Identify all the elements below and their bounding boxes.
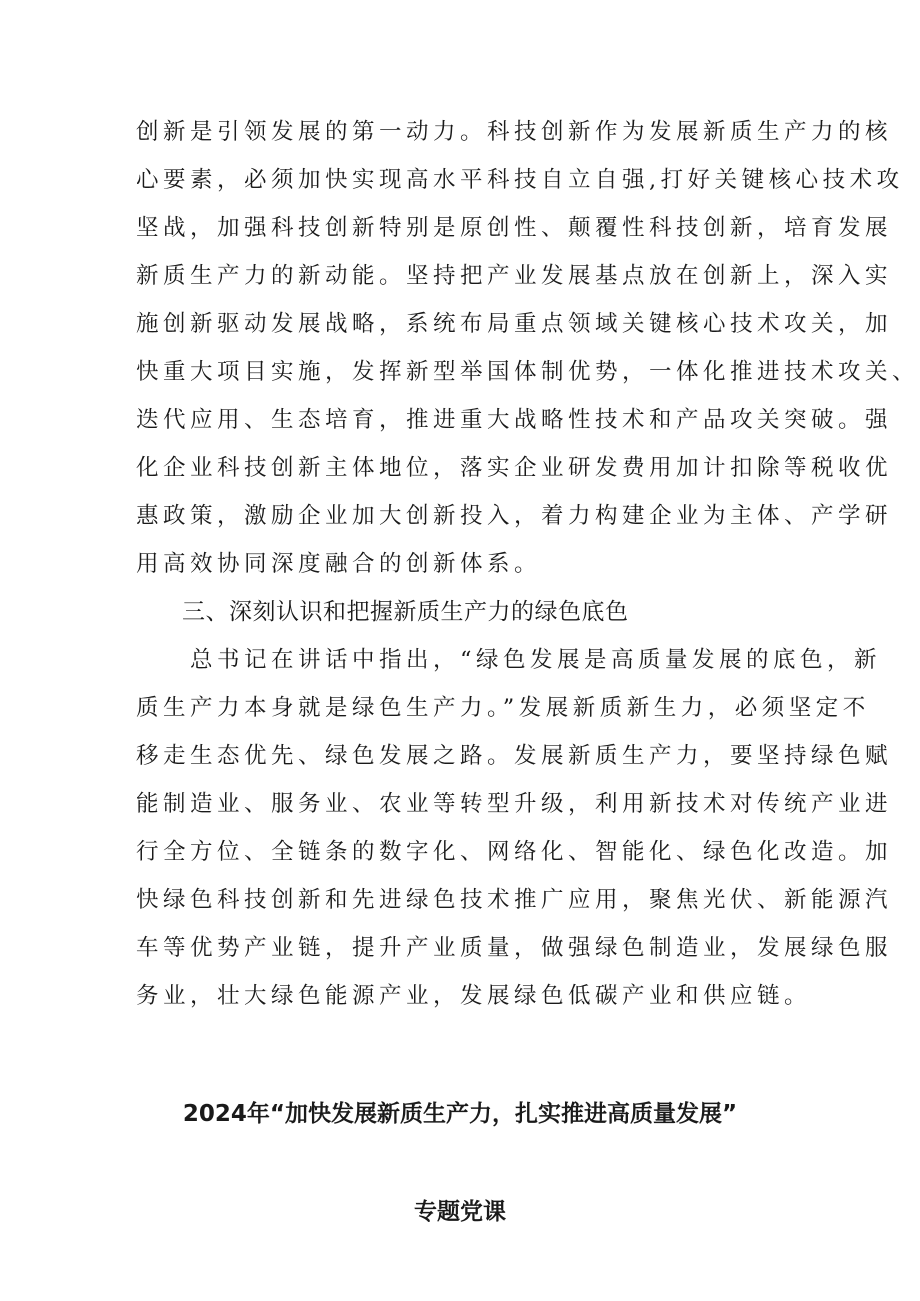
next-document-title: 2024年“加快发展新质生产力，扎实推进高质量发展” (182, 1101, 738, 1127)
paragraph-line: 心要素，必须加快实现高水平科技自立自强,打好关键核心技术攻 (136, 167, 904, 193)
paragraph-line: 快绿色科技创新和先进绿色技术推广应用，聚焦光伏、新能源汽 (136, 887, 893, 913)
paragraph-line: 惠政策，激励企业加大创新投入，着力构建企业为主体、产学研 (136, 503, 893, 529)
paragraph-line: 车等优势产业链，提升产业质量，做强绿色制造业，发展绿色服 (136, 935, 893, 961)
next-document-subtitle: 专题党课 (414, 1199, 506, 1225)
paragraph-line: 化企业科技创新主体地位，落实企业研发费用加计扣除等税收优 (136, 455, 893, 481)
paragraph-line: 务业，壮大绿色能源产业，发展绿色低碳产业和供应链。 (136, 983, 812, 1009)
paragraph-line: 能制造业、服务业、农业等转型升级，利用新技术对传统产业进 (136, 791, 893, 817)
paragraph-line: 迭代应用、生态培育，推进重大战略性技术和产品攻关突破。强 (136, 407, 893, 433)
paragraph-line: 总书记在讲话中指出，“绿色发展是高质量发展的底色，新 (136, 647, 882, 673)
paragraph-line: 坚战，加强科技创新特别是原创性、颠覆性科技创新，培育发展 (136, 215, 893, 241)
paragraph-line: 创新是引领发展的第一动力。科技创新作为发展新质生产力的核 (136, 119, 893, 145)
section-heading: 三、深刻认识和把握新质生产力的绿色底色 (182, 599, 629, 625)
paragraph-line: 质生产力本身就是绿色生产力。”发展新质新生力，必须坚定不 (136, 695, 870, 721)
paragraph-line: 快重大项目实施，发挥新型举国体制优势，一体化推进技术攻关、 (136, 359, 920, 385)
paragraph-line: 行全方位、全链条的数字化、网络化、智能化、绿色化改造。加 (136, 839, 893, 865)
paragraph-line: 用高效协同深度融合的创新体系。 (136, 551, 542, 577)
paragraph-line: 新质生产力的新动能。坚持把产业发展基点放在创新上，深入实 (136, 263, 893, 289)
paragraph-line: 施创新驱动发展战略，系统布局重点领域关键核心技术攻关，加 (136, 311, 893, 337)
paragraph-line: 移走生态优先、绿色发展之路。发展新质生产力，要坚持绿色赋 (136, 743, 893, 769)
